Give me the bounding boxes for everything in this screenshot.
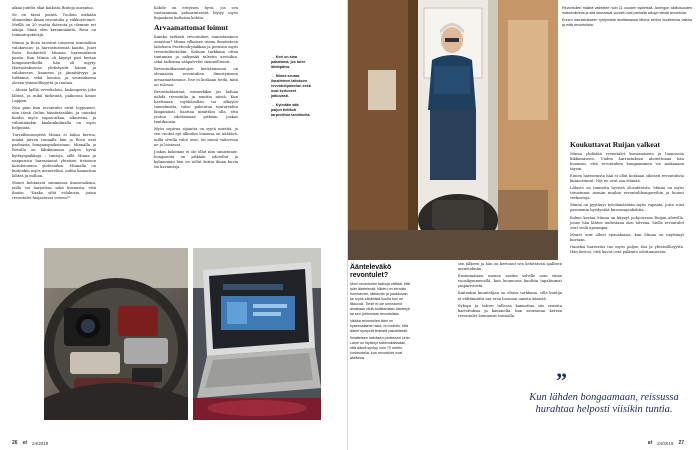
paragraph: Vaikka revontulien ääni on kyseenalainen asia, on todettu, että äänet syntyvät ilmiöstä paikallisesti.: [350, 319, 409, 333]
right-text-col: [570, 138, 684, 257]
page-number: 27: [678, 440, 684, 446]
paragraph: Lähistö on tunnettu hyvistä olosuhteista. Minna on myös tutustunut moniin muihin revontulibongareihin ja luonut verkostoja.: [570, 186, 684, 201]
paragraph: Minna yhdistää revontulet kuvaamiseen ja luonnossa liikkumiseen. Uuden harrastuksen aloitettuaan hän huomasi, että revontulien bongaaminen vie mukanaan täysin.: [570, 151, 684, 171]
left-text-col-2: [154, 6, 238, 172]
laptop-photo: [193, 248, 321, 420]
paragraph: Se on tässä pientä. Tuohön mekään olinnealme ilman revontulia y, viikkoyteimet. Meillä on 20 vuotta ikäerota ja olemme eri aikoja. Minä olen keramnääntä, Rova on toimintoystäväjä.: [12, 13, 96, 38]
issue-number: 24/2019: [32, 440, 49, 446]
paragraph: Kuinka tarkasti revontulien ennustaminen onnistuu? Minna vilkaisee usean ilmatieteen laitoksen Facebook-paikkaa ja peräisin myös revontulitietoihin. Kokoaa tarkkana ottaa tuntumaa ja näkymää tuleviin arvioihin, sekä tarkistaa sääpalvelut säännöllisesti.: [154, 34, 238, 65]
right-page: [348, 0, 696, 450]
pull-quote: Kun lähden bongaamaan, reissussa hurahtaa helposti viisikin tuntia.: [529, 392, 679, 415]
woman-at-door-illustration: [348, 0, 558, 260]
paragraph: Monet kohtaavat suunnassa kuusenoksiin, joilla voi harjoittaa sekä kuvausta, että ilmiön. "Saako siltä valokuvia, joissa revontulet heijastuvat veteen?": [12, 181, 96, 201]
left-page-footer: [12, 440, 48, 446]
magazine-brand: et: [22, 440, 28, 446]
paragraph: Kuitenkin kuuntelijan on oltava tarkkana, sillä kuulija ei välttämättä saa eroa luonnon omista äänistä.: [458, 291, 562, 301]
magazine-brand: et: [647, 440, 653, 446]
caption: ← Minna seuraa ilmatieteen laitoksen revontulipalvelun sekä ovat kertoneet jatkuvasti.: [271, 74, 311, 98]
paragraph: Monet ovat olleet epäuskoisia, kun Minna on näyttänyt kuviaan.: [570, 232, 684, 242]
quote-mark-icon: ”: [556, 368, 567, 393]
right-text-col-top: [562, 6, 692, 30]
camera-bag-illustration: [44, 248, 188, 420]
issue-number: 24/2019: [657, 440, 674, 446]
paragraph: Revontulihavaintojen keräämisessä on olennaista revontulien ilmestymisen arvaamattomuus. Itse ei koskaan tiedä, mitä on tulossa.: [154, 67, 238, 87]
sidebar-heading: Äänteleväkö revontulet?: [350, 264, 392, 279]
laptop-illustration: [193, 248, 321, 420]
paragraph: – Alusta kylliä erverkolain, kiskonperin joko lähteä, ja mikä tärkeintä, paikoissa kauas Lappiin.: [12, 88, 96, 103]
paragraph: Niin pian kun revontulet eivät loppuneet, niin tässä Oulun hämärässäkin, ja onneksi kuului myös vapaa-aikaa, aikuisena, ja vähintäänkin kaakonkulmalla on myös helpointa.: [12, 105, 96, 131]
woman-at-door-photo: [348, 0, 558, 260]
paragraph: Moni revontulien katsoja väittää, että tulet ääntelevät. Niiden on kerrottu humisevan, rätisevän ja paukkuvan tai myös sähköistä kuulla kun ne liikkuvat. Tiede ei ole onnistunut ainakaan vielä todistamaan ääntelyä tai sen johtumista revontulista.: [350, 282, 410, 316]
left-text-col-1: [12, 6, 96, 203]
paragraph: Ilmatieteen laitoksen professori Unto Laine on löytänyt tutkimuksissaan, että ääntä syntyy noin 70 metrin korkeudella, kun revontulet ovat aktiivisia.: [350, 336, 410, 360]
section-heading: Koukuttavat Ruijan valkeat: [570, 140, 661, 149]
paragraph: sen jälkeen ja hän on kertonut sen kehittävän ajallisen menetelmän.: [458, 262, 562, 272]
paragraph: Syksyn ja talven tullessa kannattaa siis seurata kartoituksia ja kuunnella, kun seuraavan kerran revontulet loimuavat taivaalla.: [458, 303, 562, 318]
paragraph: Minna ja Rova tunsivat toiseena runomilien valokuvaus- ja harrastustensä kautta. Juuri Rova houkutteli Minnan harrastuksen pariin. Kun Minna oli käynyt pari kertaa bongausretkellä, hän oli myyty. Harrastuksensa yhdistyivät hänen ja valokuvaus, kauneus ja jännittävyys ja tutkimus, sekä luontoa ja seurauksena olevaa yhteisöllisyyttä ja rauhaa.: [12, 40, 96, 86]
paragraph: aikaa juteltu ekat kaikista Rintoja aurantsa.: [12, 6, 94, 10]
paragraph: Ennen harrastukseen ryhtymistä aloittamassa Minna kertoo kuulleensa vaikka ja mitä revontulista.: [562, 18, 692, 28]
paragraph: Minna on pyytänyt työelämästään myös vapaata, jotta voisi paremmin hyödyntää kuvausajankohtia.: [570, 203, 684, 213]
right-text-col-2: [458, 262, 562, 321]
paragraph: Kohde on erityisen hyvä, jos sen vastarannan paluurinteestä löytyy myös linjauksen kaltaisia kohtia.: [154, 6, 238, 21]
camera-bag-photo: [44, 248, 188, 420]
photo-captions: [271, 55, 311, 122]
paragraph: Onneksi harrastus tuo myös paljon iloa ja yhteisöllisyyttä. Hän kertoo, että kuvat ovat palkinto odottamisesta.: [570, 245, 684, 255]
paragraph: Myös sopivaa sijaintia on syytä miettiä, ja sen vuoksi nyt ulkoilun lomassa on nähtävä, millä sivulla valot ovat, tai missä vaiheessa ne jo loistavat.: [154, 127, 238, 147]
caption: ← Kylmään sää: paljon tiettävä tarpeellisia tarvikkeita.: [271, 103, 311, 117]
right-page-footer: [648, 440, 684, 446]
caption: ← Kori on aina pakattuna, jos tulee lähtöpäiva.: [271, 55, 306, 69]
paragraph: Kolme kertaa Minna on käynyt pohjoisessa Ruijan alueella, jonne hän lähtee uudestaan ensi talvena. Siellä revontulet ovat vielä upeampia.: [570, 215, 684, 230]
paragraph: Joskus kokemus ei ole ollut niin onnistunut: bongareita on pitkään odotellut ja kylmissään hän on tullut kotiin ilman kuvia tai havaintoja.: [154, 149, 238, 170]
paragraph: Revontulien määrä vaihtelee noin 11 vuoden sykleissä. Auringon aktiivisuuden maksimikohta ja sitä seuraavat vuodet ovat parhaita aikoja nähdä revontulia.: [562, 6, 692, 16]
paragraph: Ensimmäinen asenne saatiin selville noin viime vuosikymmenellä, kun luonnossa kuultiin tapahtumat ympäristöstä.: [458, 274, 562, 289]
paragraph: Ennen harrastusta hän ei ollut koskaan oikeasti revontulista kiinnostunut. Nyt ne ovat osa elämää.: [570, 173, 684, 183]
page-number: 26: [12, 440, 18, 446]
sidebar-box-col-1: [350, 264, 410, 363]
paragraph: Turvallisuussyistä Minna ei halua kertoa, minkä järven rannalla hän ja Rova ovat parhaista bongauspaikoistaan. Minnalla ja Rovalla on lähikunnissa paljon hyviä kyttäyspaikkoja – tuntoja, sillä Minna ja naapurista harrastanut yhteisen tietoisen koruhuomion yhdessäkin. Minnalla on kuitenkin myös menetelmä, mihin kannattaa lähteä ja milloin.: [12, 133, 96, 178]
paragraph: Revontulitarinat, esimerkiksi jos haluaa nähdä revontulia ja nauttia niistä: Kun haettuaan myöhäisillan tai alkuyön tunnelmista, tulee pukeutua tuntureiden lämpimästi. Saattaa nimittäin olla, että joutuu odottamaan pitkään, joskus tuntikausia.: [154, 89, 238, 125]
section-heading: Arvaamattomat loimut: [154, 23, 228, 33]
